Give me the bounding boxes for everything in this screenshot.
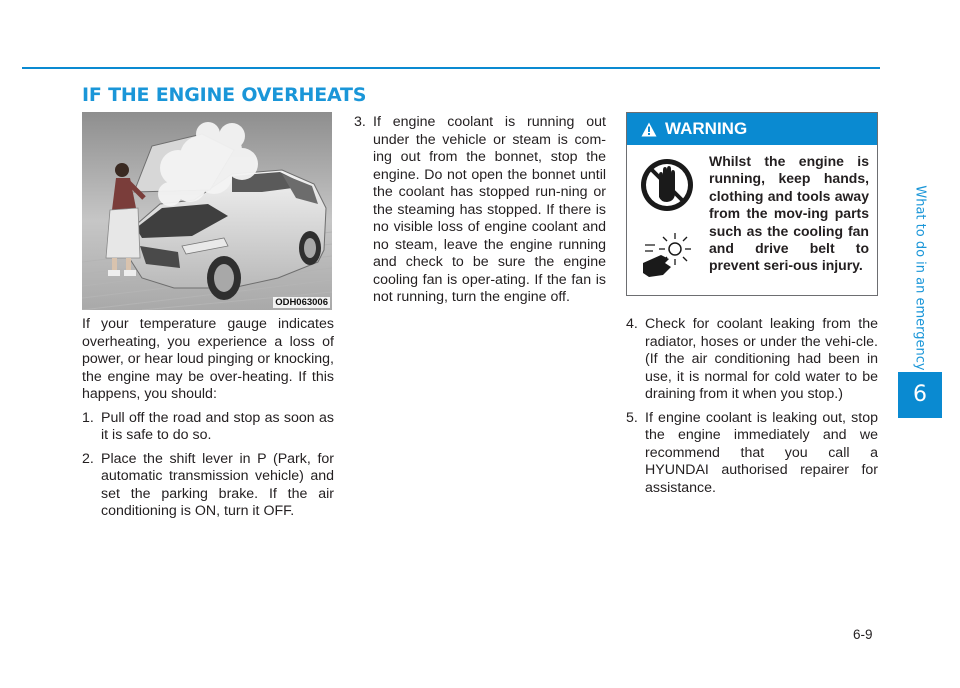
page-number: 6-9 (853, 627, 873, 642)
warning-text: Whilst the engine is running, keep hands, clothing and tools away from the mov-ing parts such as the cooling fan and drive belt to prevent seri-ous injury. (709, 153, 869, 274)
no-hand-stop-icon (637, 155, 697, 219)
chapter-tab (898, 372, 942, 418)
step-text: Pull off the road and stop as soon as it is safe to do so. (101, 409, 334, 443)
warning-triangle-icon (641, 122, 657, 137)
illustration-code: ODH063006 (275, 297, 328, 308)
page-title: IF THE ENGINE OVERHEATS (82, 84, 367, 106)
step-item (354, 114, 606, 307)
step-item (626, 410, 878, 498)
fan-hand-hazard-icon (641, 225, 695, 281)
step-text: Check for coolant leaking from the radiator, hoses or under the vehi-cle. (If the air conditioning had been in use, it is normal for cold water to be draining from it when you stop.) (645, 316, 878, 402)
middle-column (354, 114, 606, 313)
step-text: If engine coolant is running out under the vehicle or steam is com-ing out from the bonnet, stop the engine. Do not open the bonnet until the coolant has stopped run-ning or the steaming has stopped. If there is no visible loss of engine coolant and no steam, leave the engine running and check to be sure the engine cooling fan is oper-ating. If the fan is not running, turn the engine off. (373, 114, 606, 305)
warning-box (626, 112, 878, 296)
step-item (82, 451, 334, 521)
step-text: If engine coolant is leaking out, stop the engine immediately and we recommend that you call a HYUNDAI authorised repairer for assistance. (645, 409, 878, 496)
step-item (82, 410, 334, 445)
right-column (626, 316, 878, 503)
step-text: Place the shift lever in P (Park, for automatic transmission vehicle) and set the parking brake. If the air conditioning is ON, turn it OFF. (101, 450, 334, 519)
step-number: 1. (82, 409, 94, 426)
warning-header (627, 113, 877, 145)
step-number: 2. (82, 450, 94, 467)
top-rule (22, 67, 880, 69)
warning-heading: WARNING (665, 119, 748, 138)
left-column (82, 316, 334, 527)
overheating-car-illustration (82, 112, 332, 310)
chapter-label-text: What to do in an emergency (912, 185, 928, 371)
car-steam-image (82, 112, 332, 310)
step-number: 3. (354, 114, 366, 130)
step-number: 5. (626, 409, 638, 426)
chapter-number: 6 (913, 382, 927, 407)
step-number: 4. (626, 316, 638, 332)
intro-paragraph: If your temperature gauge indicates overheating, you experience a loss of power, or hear loud pinging or knocking, the engine may be over-heating. If this happens, you should: (82, 316, 334, 402)
step-item (626, 316, 878, 404)
